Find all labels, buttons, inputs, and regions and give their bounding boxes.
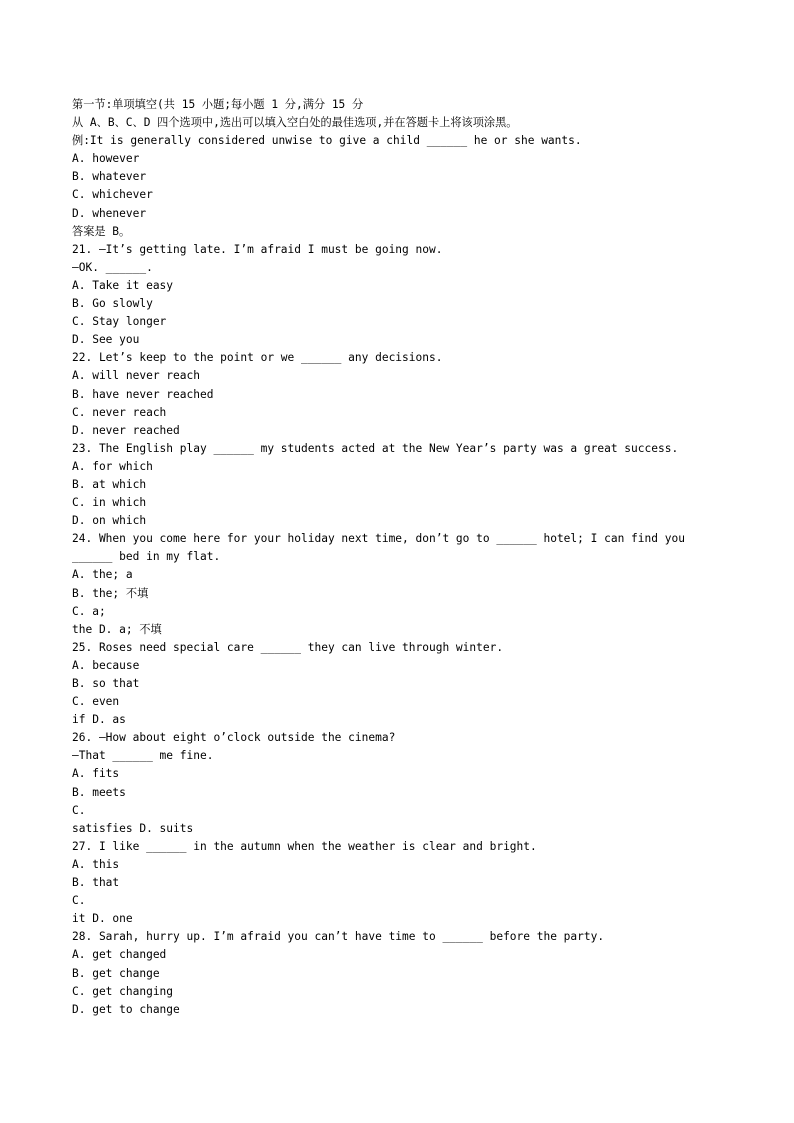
question-21: 21. —It’s getting late. I’m afraid I must be going now. — [72, 242, 443, 256]
question-22: 22. Let’s keep to the point or we ______ any decisions. — [72, 351, 443, 365]
example-option-c: C. whichever — [72, 188, 153, 202]
question-28-option-a: A. get changed — [72, 948, 167, 962]
question-24-option-b: B. the; 不填 — [72, 586, 149, 600]
question-21-reply: —OK. ______. — [72, 260, 153, 274]
question-23-option-a: A. for which — [72, 459, 153, 473]
question-25-option-b: B. so that — [72, 677, 140, 690]
question-25-option-c: C. even — [72, 695, 120, 709]
example-option-d: D. whenever — [72, 206, 147, 220]
question-23-option-d: D. on which — [72, 514, 147, 528]
question-26-option-d: satisfies D. suits — [72, 821, 194, 835]
question-22-option-c: C. never reach — [72, 405, 167, 419]
question-21-option-c: C. Stay longer — [72, 315, 167, 329]
question-23-option-c: C. in which — [72, 496, 147, 510]
question-24-option-a: A. the; a — [72, 568, 133, 582]
instructions: 从 A、B、C、D 四个选项中,选出可以填入空白处的最佳选项,并在答题卡上将该项涂黑。 — [72, 116, 518, 130]
section-heading: 第一节:单项填空(共 15 小题;每小题 1 分,满分 15 分 — [72, 98, 364, 111]
question-22-option-b: B. have never reached — [72, 387, 214, 401]
question-24-option-d: the D. a; 不填 — [72, 622, 162, 636]
question-26: 26. —How about eight o’clock outside the cinema? — [72, 731, 396, 745]
question-25-option-d: if D. as — [72, 713, 126, 727]
question-24-continued: ______ bed in my flat. — [72, 550, 221, 564]
question-27-option-b: B. that — [72, 876, 120, 890]
question-28-option-b: B. get change — [72, 966, 160, 980]
question-26-option-b: B. meets — [72, 785, 126, 799]
question-28-option-d: D. get to change — [72, 1002, 180, 1016]
question-21-option-d: D. See you — [72, 333, 140, 347]
question-27-option-a: A. this — [72, 857, 120, 871]
question-28-option-c: C. get changing — [72, 984, 174, 998]
question-28: 28. Sarah, hurry up. I’m afraid you can’t have time to ______ before the party. — [72, 930, 605, 944]
question-24: 24. When you come here for your holiday next time, don’t go to ______ hotel; I can find you — [72, 532, 685, 546]
question-25-option-a: A. because — [72, 658, 140, 672]
question-27-option-d: it D. one — [72, 912, 133, 926]
example-answer: 答案是 B。 — [72, 224, 131, 238]
question-21-option-b: B. Go slowly — [72, 297, 153, 311]
question-22-option-a: A. will never reach — [72, 369, 200, 383]
question-21-option-a: A. Take it easy — [72, 278, 174, 292]
example-option-a: A. however — [72, 152, 140, 166]
question-27-option-c: C. — [72, 894, 86, 908]
question-26-option-a: A. fits — [72, 767, 120, 781]
question-23-option-b: B. at which — [72, 477, 147, 491]
question-23: 23. The English play ______ my students acted at the New Year’s party was a great success. — [72, 441, 679, 455]
question-26-option-c: C. — [72, 803, 86, 817]
document-body — [72, 96, 732, 1019]
question-24-option-c: C. a; — [72, 604, 106, 618]
example-question: 例:It is generally considered unwise to give a child ______ he or she wants. — [72, 134, 582, 148]
question-26-reply: —That ______ me fine. — [72, 749, 214, 763]
question-25: 25. Roses need special care ______ they can live through winter. — [72, 640, 504, 654]
example-option-b: B. whatever — [72, 170, 147, 184]
question-22-option-d: D. never reached — [72, 423, 180, 437]
question-27: 27. I like ______ in the autumn when the weather is clear and bright. — [72, 839, 537, 853]
